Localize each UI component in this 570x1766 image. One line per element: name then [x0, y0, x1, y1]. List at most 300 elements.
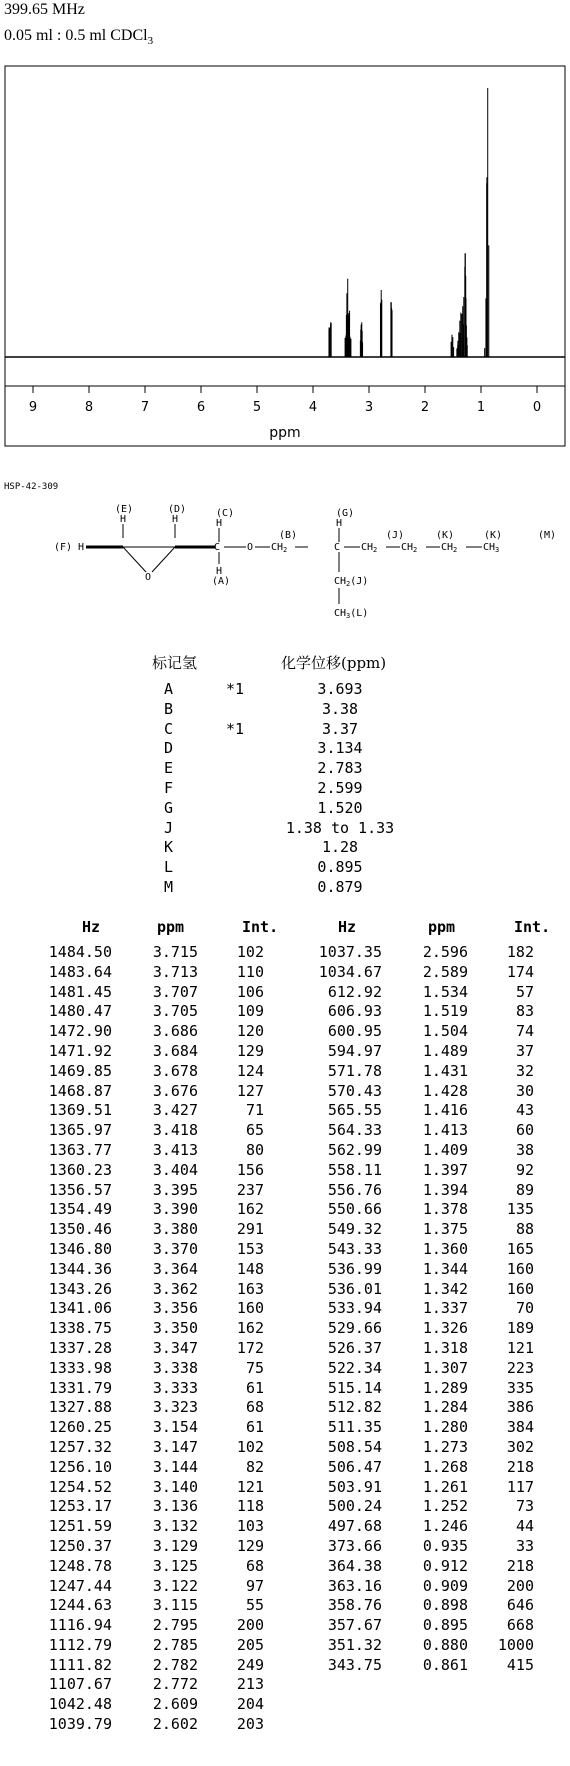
peak-row [30, 1497, 270, 1517]
peak-ppm: 1.289 [422, 1378, 468, 1397]
shift-ppm: 1.520 [317, 798, 363, 817]
atom-H-E: H [120, 514, 127, 525]
peak-hz: 526.37 [327, 1338, 382, 1357]
peak-hz: 556.76 [327, 1180, 382, 1199]
peak-ppm: 0.861 [422, 1655, 468, 1674]
peak-row [30, 1458, 270, 1478]
header-ppm-right: ppm [428, 918, 456, 936]
shift-label: K [164, 838, 174, 857]
peak-int: 55 [245, 1596, 264, 1615]
peak-int: 291 [236, 1220, 264, 1239]
peak-row [300, 1082, 540, 1102]
peak-row [300, 1616, 540, 1636]
peak-ppm: 0.898 [422, 1596, 468, 1615]
peak-row [30, 1478, 270, 1498]
x-tick-label: 3 [364, 400, 374, 415]
shift-header-label: 标记氢 [152, 654, 198, 672]
shift-note: *1 [226, 680, 245, 698]
peak-ppm: 1.326 [422, 1319, 468, 1338]
label-D: (D) [168, 504, 187, 515]
peak-ppm: 1.273 [422, 1437, 468, 1456]
x-tick-label: 0 [532, 400, 542, 415]
peak-hz: 562.99 [327, 1140, 382, 1159]
peak-ppm: 3.676 [152, 1081, 198, 1100]
shift-label: M [164, 877, 174, 896]
peak-ppm: 1.246 [422, 1517, 468, 1536]
peak-row [300, 1359, 540, 1379]
atom-H-C: H [216, 518, 223, 529]
peak-hz: 1248.78 [48, 1556, 112, 1575]
peak-ppm: 1.428 [422, 1081, 468, 1100]
peak-ppm: 1.409 [422, 1140, 468, 1159]
peak-ppm: 2.795 [152, 1616, 198, 1635]
peak-ppm: 3.356 [152, 1299, 198, 1318]
peak-ppm: 3.404 [152, 1160, 198, 1179]
peak-row [30, 1042, 270, 1062]
peak-int: 646 [506, 1596, 534, 1615]
peak-int: 213 [236, 1675, 264, 1694]
peak-row [300, 1141, 540, 1161]
atom-C-G: C [334, 542, 341, 553]
peak-row [300, 1181, 540, 1201]
peak-hz: 373.66 [327, 1536, 382, 1555]
peak-int: 148 [236, 1259, 264, 1278]
atom-CH3-M: $CH_3$ [483, 542, 500, 554]
peak-row [30, 963, 270, 983]
peak-ppm: 3.125 [152, 1556, 198, 1575]
peak-int: 109 [236, 1002, 264, 1021]
peak-hz: 543.33 [327, 1239, 382, 1258]
shift-label: F [164, 778, 174, 797]
peak-row [30, 1577, 270, 1597]
peak-int: 120 [236, 1022, 264, 1041]
shift-label: C [164, 719, 174, 738]
peak-hz: 1484.50 [48, 943, 112, 961]
sample-prefix: 0.05 ml : 0.5 ml CDCl [4, 27, 148, 44]
peak-ppm: 1.284 [422, 1398, 468, 1417]
peak-hz: 1116.94 [48, 1616, 112, 1635]
peak-row [300, 1656, 540, 1676]
peak-row [30, 1161, 270, 1181]
peak-row [30, 1101, 270, 1121]
peak-hz: 1360.23 [48, 1160, 112, 1179]
peak-row [300, 1319, 540, 1339]
shift-ppm: 2.783 [317, 759, 363, 778]
peak-hz: 558.11 [327, 1160, 382, 1179]
peak-hz: 536.99 [327, 1259, 382, 1278]
peak-int: 30 [515, 1081, 534, 1100]
peak-row [300, 963, 540, 983]
label-K2: (K) [484, 530, 503, 541]
peak-row [30, 1062, 270, 1082]
peak-hz: 1341.06 [48, 1299, 112, 1318]
atom-CH2-J2: $CH_2(J)$ [334, 576, 369, 588]
peak-int: 162 [236, 1200, 264, 1219]
peak-int: 172 [236, 1338, 264, 1357]
label-J1: (J) [386, 530, 405, 541]
label-K1: (K) [436, 530, 455, 541]
peak-ppm: 3.144 [152, 1457, 198, 1476]
label-A: (A) [212, 576, 231, 587]
peak-ppm: 3.115 [152, 1596, 198, 1615]
x-tick-label: 7 [140, 400, 150, 415]
peak-ppm: 1.280 [422, 1418, 468, 1437]
peak-row [300, 1537, 540, 1557]
peak-hz: 594.97 [327, 1041, 382, 1060]
peak-row [30, 1537, 270, 1557]
peak-ppm: 3.140 [152, 1477, 198, 1496]
peak-hz: 1256.10 [48, 1457, 112, 1476]
x-tick-label: 6 [196, 400, 206, 415]
peak-hz: 508.54 [327, 1437, 382, 1456]
peak-row [30, 943, 270, 963]
peak-ppm: 2.609 [152, 1695, 198, 1714]
label-E: (E) [115, 504, 134, 515]
shift-label: E [164, 759, 174, 778]
peak-row [30, 1616, 270, 1636]
peak-int: 205 [236, 1635, 264, 1654]
peak-hz: 1481.45 [48, 982, 112, 1001]
peak-int: 163 [236, 1279, 264, 1298]
peak-int: 61 [245, 1418, 264, 1437]
peak-int: 189 [506, 1319, 534, 1338]
peak-int: 153 [236, 1239, 264, 1258]
peak-int: 106 [236, 982, 264, 1001]
peak-hz: 1254.52 [48, 1477, 112, 1496]
peak-int: 218 [506, 1457, 534, 1476]
peak-int: 129 [236, 1041, 264, 1060]
peak-row [300, 1438, 540, 1458]
peak-row [300, 1458, 540, 1478]
peak-int: 38 [515, 1140, 534, 1159]
peak-row [300, 1101, 540, 1121]
peak-hz: 571.78 [327, 1061, 382, 1080]
peak-int: 200 [236, 1616, 264, 1635]
peak-int: 118 [236, 1497, 264, 1516]
peak-ppm: 3.362 [152, 1279, 198, 1298]
peak-row [300, 1577, 540, 1597]
x-tick-label: 8 [84, 400, 94, 415]
peak-int: 174 [506, 962, 534, 981]
sample-subscript: 3 [147, 35, 154, 48]
peak-ppm: 3.323 [152, 1398, 198, 1417]
peak-int: 43 [515, 1101, 534, 1120]
header-hz-left: Hz [82, 918, 101, 936]
shift-ppm: 1.28 [321, 838, 359, 857]
atom-C-C: C [214, 542, 221, 553]
peak-hz: 357.67 [327, 1616, 382, 1635]
peak-int: 70 [515, 1299, 534, 1318]
shift-ppm: 0.895 [317, 858, 363, 877]
peak-ppm: 0.895 [422, 1616, 468, 1635]
atom-H-D: H [172, 514, 179, 525]
atom-O-ether: O [247, 542, 254, 553]
peak-ppm: 1.394 [422, 1180, 468, 1199]
atom-CH2-K1: $CH_2$ [401, 542, 418, 554]
peak-row [30, 1280, 270, 1300]
peak-ppm: 3.705 [152, 1002, 198, 1021]
peak-int: 110 [236, 962, 264, 981]
peak-row [30, 1240, 270, 1260]
peak-int: 73 [515, 1497, 534, 1516]
peak-row [300, 943, 540, 963]
peak-ppm: 3.390 [152, 1200, 198, 1219]
shift-label: A [164, 680, 174, 698]
peak-row [30, 1141, 270, 1161]
peak-hz: 612.92 [327, 982, 382, 1001]
peak-ppm: 1.413 [422, 1121, 468, 1140]
peak-row [300, 1161, 540, 1181]
peak-ppm: 0.909 [422, 1576, 468, 1595]
peak-ppm: 3.707 [152, 982, 198, 1001]
label-C: (C) [216, 508, 235, 519]
peak-row [30, 1181, 270, 1201]
peak-int: 102 [236, 943, 264, 961]
peak-hz: 500.24 [327, 1497, 382, 1516]
peak-int: 33 [515, 1536, 534, 1555]
atom-H-A: H [216, 566, 223, 577]
peak-ppm: 3.122 [152, 1576, 198, 1595]
peak-int: 165 [506, 1239, 534, 1258]
molecule-structure [50, 500, 557, 640]
peak-int: 156 [236, 1160, 264, 1179]
peak-hz: 351.32 [327, 1635, 382, 1654]
peak-int: 124 [236, 1061, 264, 1080]
peak-ppm: 1.519 [422, 1002, 468, 1021]
peak-hz: 1472.90 [48, 1022, 112, 1041]
peak-int: 135 [506, 1200, 534, 1219]
peak-hz: 1331.79 [48, 1378, 112, 1397]
peak-ppm: 1.489 [422, 1041, 468, 1060]
peak-hz: 512.82 [327, 1398, 382, 1417]
peak-int: 103 [236, 1517, 264, 1536]
peak-int: 160 [506, 1259, 534, 1278]
peak-int: 71 [245, 1101, 264, 1120]
header-ppm-left: ppm [157, 918, 185, 936]
peak-int: 83 [515, 1002, 534, 1021]
shift-ppm: 2.599 [317, 778, 363, 797]
peak-int: 182 [506, 943, 534, 961]
peak-ppm: 3.418 [152, 1121, 198, 1140]
peak-row [300, 1042, 540, 1062]
peak-ppm: 0.935 [422, 1536, 468, 1555]
peak-hz: 497.68 [327, 1517, 382, 1536]
peak-row [30, 983, 270, 1003]
atom-H-F: H [78, 542, 85, 553]
peak-ppm: 1.504 [422, 1022, 468, 1041]
peak-ppm: 1.342 [422, 1279, 468, 1298]
header-int-right: Int. [514, 918, 551, 936]
atom-CH3-L: $CH_3(L)$ [334, 608, 369, 620]
peak-ppm: 1.318 [422, 1338, 468, 1357]
peak-row [30, 1636, 270, 1656]
x-tick-label: 9 [28, 400, 38, 415]
peak-row [300, 1062, 540, 1082]
peak-int: 162 [236, 1319, 264, 1338]
peak-int: 384 [506, 1418, 534, 1437]
peak-int: 121 [236, 1477, 264, 1496]
peak-hz: 1365.97 [48, 1121, 112, 1140]
peak-int: 203 [236, 1715, 264, 1734]
peak-int: 127 [236, 1081, 264, 1100]
x-axis-label: ppm [269, 425, 301, 441]
peak-int: 386 [506, 1398, 534, 1417]
peak-ppm: 3.132 [152, 1517, 198, 1536]
peak-hz: 363.16 [327, 1576, 382, 1595]
peak-row [30, 1695, 270, 1715]
shift-label: G [164, 798, 174, 817]
peak-row [300, 1596, 540, 1616]
shift-header-ppm: 化学位移(ppm) [281, 654, 387, 672]
peak-hz: 533.94 [327, 1299, 382, 1318]
peak-row [30, 1002, 270, 1022]
peak-ppm: 3.395 [152, 1180, 198, 1199]
peak-hz: 522.34 [327, 1358, 382, 1377]
peak-hz: 503.91 [327, 1477, 382, 1496]
peak-int: 60 [515, 1121, 534, 1140]
peak-row [300, 1220, 540, 1240]
peak-hz: 565.55 [327, 1101, 382, 1120]
peak-row [30, 1339, 270, 1359]
peak-int: 160 [506, 1279, 534, 1298]
peak-hz: 550.66 [327, 1200, 382, 1219]
peak-ppm: 1.307 [422, 1358, 468, 1377]
peak-row [30, 1596, 270, 1616]
peak-row [300, 1398, 540, 1418]
peak-ppm: 2.589 [422, 962, 468, 981]
peak-row [30, 1438, 270, 1458]
peak-hz: 1354.49 [48, 1200, 112, 1219]
atom-O-epoxide: O [145, 572, 152, 583]
peak-row [300, 1497, 540, 1517]
peak-hz: 343.75 [327, 1655, 382, 1674]
peak-ppm: 1.344 [422, 1259, 468, 1278]
shift-ppm: 3.37 [321, 719, 359, 738]
peak-hz: 600.95 [327, 1022, 382, 1041]
peak-int: 302 [506, 1437, 534, 1456]
peak-int: 218 [506, 1556, 534, 1575]
peak-ppm: 3.154 [152, 1418, 198, 1437]
peak-int: 65 [245, 1121, 264, 1140]
peak-ppm: 3.715 [152, 943, 198, 961]
peak-row [300, 1240, 540, 1260]
peak-ppm: 3.147 [152, 1437, 198, 1456]
shift-label: B [164, 699, 174, 718]
peak-row [300, 1022, 540, 1042]
peak-hz: 1337.28 [48, 1338, 112, 1357]
peak-hz: 549.32 [327, 1220, 382, 1239]
label-F: (F) [54, 542, 73, 553]
peak-ppm: 1.431 [422, 1061, 468, 1080]
peak-hz: 1344.36 [48, 1259, 112, 1278]
peak-hz: 506.47 [327, 1457, 382, 1476]
peak-ppm: 1.261 [422, 1477, 468, 1496]
peak-ppm: 1.337 [422, 1299, 468, 1318]
peak-table-left [30, 943, 270, 1735]
peak-int: 75 [245, 1358, 264, 1377]
x-tick-label: 4 [308, 400, 318, 415]
peak-ppm: 3.333 [152, 1378, 198, 1397]
peak-row [30, 1022, 270, 1042]
peak-row [30, 1121, 270, 1141]
peak-hz: 364.38 [327, 1556, 382, 1575]
peak-hz: 515.14 [327, 1378, 382, 1397]
peak-row [300, 1478, 540, 1498]
peak-row [30, 1557, 270, 1577]
peak-int: 415 [506, 1655, 534, 1674]
atom-CH2-K2: $CH_2$ [441, 542, 458, 554]
peak-row [30, 1517, 270, 1537]
shift-label: J [164, 818, 174, 837]
peak-lines [329, 88, 489, 357]
peak-hz: 1483.64 [48, 962, 112, 981]
peak-hz: 1039.79 [48, 1715, 112, 1734]
atom-CH2-B: $CH_2$ [271, 542, 288, 554]
peak-ppm: 2.782 [152, 1655, 198, 1674]
peak-ppm: 1.397 [422, 1160, 468, 1179]
peak-row [30, 1715, 270, 1735]
peak-hz: 1260.25 [48, 1418, 112, 1437]
peak-row [300, 1002, 540, 1022]
peak-ppm: 2.602 [152, 1715, 198, 1734]
peak-ppm: 1.268 [422, 1457, 468, 1476]
nmr-spectrum-chart [0, 60, 570, 480]
x-tick-label: 1 [476, 400, 486, 415]
atom-CH2-J: $CH_2$ [361, 542, 378, 554]
peak-ppm: 3.713 [152, 962, 198, 981]
peak-ppm: 3.350 [152, 1319, 198, 1338]
peak-hz: 1363.77 [48, 1140, 112, 1159]
peak-hz: 1327.88 [48, 1398, 112, 1417]
shift-label: L [164, 858, 174, 877]
x-tick-label: 2 [420, 400, 430, 415]
peak-hz: 606.93 [327, 1002, 382, 1021]
peak-row [30, 1359, 270, 1379]
peak-row [300, 983, 540, 1003]
peak-hz: 529.66 [327, 1319, 382, 1338]
peak-int: 1000 [497, 1635, 534, 1654]
peak-int: 57 [515, 982, 534, 1001]
label-M: (M) [538, 530, 557, 541]
shift-ppm: 3.134 [317, 739, 363, 758]
peak-hz: 1111.82 [48, 1655, 112, 1674]
peak-int: 44 [515, 1517, 534, 1536]
peak-row [300, 1379, 540, 1399]
peak-hz: 1469.85 [48, 1061, 112, 1080]
peak-int: 237 [236, 1180, 264, 1199]
shift-note: *1 [226, 719, 245, 738]
peak-int: 88 [515, 1220, 534, 1239]
peak-ppm: 3.364 [152, 1259, 198, 1278]
peak-hz: 358.76 [327, 1596, 382, 1615]
peak-int: 160 [236, 1299, 264, 1318]
peak-row [30, 1418, 270, 1438]
header-int-left: Int. [242, 918, 279, 936]
peak-row [300, 1260, 540, 1280]
peak-int: 102 [236, 1437, 264, 1456]
peak-hz: 1250.37 [48, 1536, 112, 1555]
peak-ppm: 2.596 [422, 943, 468, 961]
spectrum-code: HSP-42-309 [4, 482, 59, 492]
peak-hz: 1034.67 [318, 962, 382, 981]
x-tick-label: 5 [252, 400, 262, 415]
peak-ppm: 1.375 [422, 1220, 468, 1239]
peak-ppm: 3.427 [152, 1101, 198, 1120]
peak-int: 200 [506, 1576, 534, 1595]
peak-hz: 1338.75 [48, 1319, 112, 1338]
peak-int: 82 [245, 1457, 264, 1476]
peak-int: 121 [506, 1338, 534, 1357]
